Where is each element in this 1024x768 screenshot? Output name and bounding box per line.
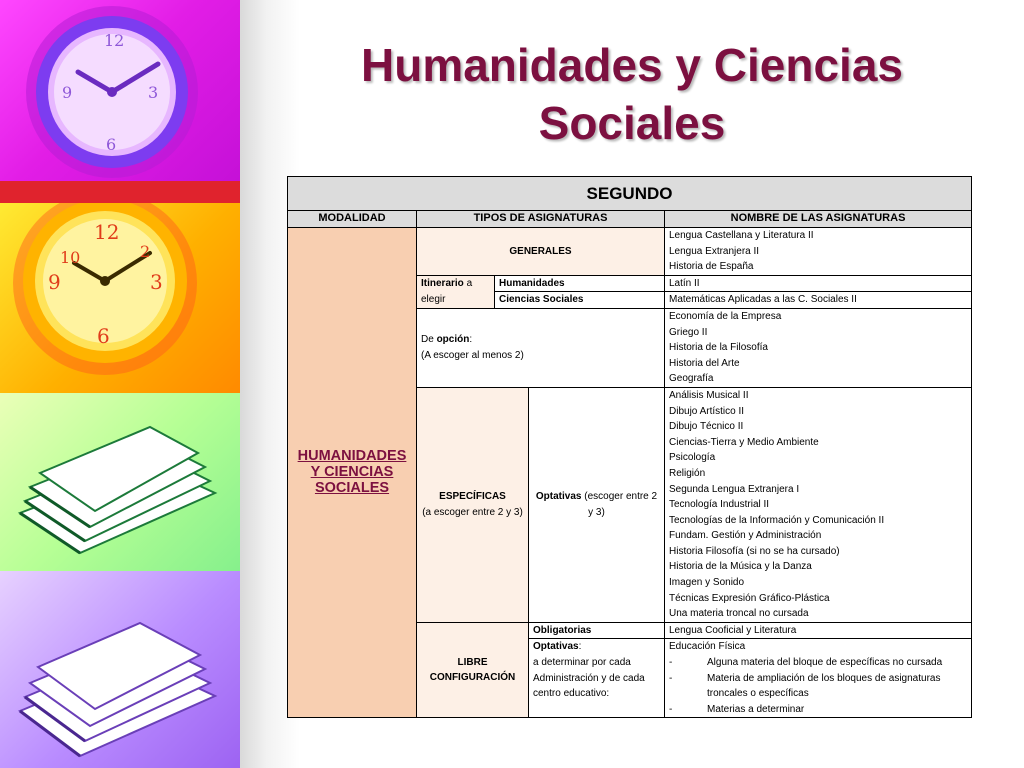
opcion-subjects bbox=[665, 308, 972, 387]
dash-marker: - bbox=[669, 703, 673, 715]
subject-item: Religión bbox=[669, 467, 706, 479]
svg-text:12: 12 bbox=[104, 31, 125, 50]
modalidad-line: SOCIALES bbox=[314, 479, 390, 496]
especificas-title: ESPECÍFICAS bbox=[439, 491, 506, 503]
subject-item: Tecnología Industrial II bbox=[669, 499, 770, 511]
opcion-label bbox=[417, 308, 665, 387]
optativas-line: centro educativo: bbox=[533, 688, 610, 700]
modalidad-line: Y CIENCIAS bbox=[310, 463, 394, 480]
svg-text:12: 12 bbox=[94, 220, 120, 244]
libre-line1: LIBRE bbox=[457, 656, 488, 668]
subject-item: Historia de España bbox=[669, 261, 754, 273]
slide-title bbox=[300, 36, 964, 152]
svg-text:3: 3 bbox=[150, 270, 163, 294]
subject-item: Educación Física bbox=[669, 641, 746, 653]
subject-item: Alguna materia del bloque de específicas no cursada bbox=[707, 657, 943, 669]
subject-item: Lengua Extranjera II bbox=[669, 245, 760, 257]
column-header-tipos: TIPOS DE ASIGNATURAS bbox=[417, 211, 665, 228]
svg-text:9: 9 bbox=[62, 83, 73, 102]
itinerario-label bbox=[417, 275, 495, 308]
itinerario-line2: elegir bbox=[421, 293, 446, 305]
subject-item: Análisis Musical II bbox=[669, 389, 749, 401]
green-books-image bbox=[0, 393, 240, 571]
optativas-colon: : bbox=[578, 641, 582, 653]
subject-item: Economía de la Empresa bbox=[669, 310, 782, 322]
itinerario-branch: Ciencias Sociales bbox=[495, 292, 665, 309]
svg-text:10: 10 bbox=[60, 248, 81, 267]
decorative-photo-strip bbox=[0, 0, 240, 768]
subject-item: Materias a determinar bbox=[707, 703, 805, 715]
subject-item: Geografía bbox=[669, 373, 714, 385]
subject-item: Psicología bbox=[669, 452, 716, 464]
generales-label: GENERALES bbox=[417, 228, 665, 276]
opcion-bold: opción bbox=[436, 334, 470, 346]
column-header-nombre: NOMBRE DE LAS ASIGNATURAS bbox=[665, 211, 972, 228]
svg-text:3: 3 bbox=[148, 83, 159, 102]
opcion-prefix: De bbox=[421, 334, 437, 346]
libre-line2: CONFIGURACIÓN bbox=[429, 672, 516, 684]
itinerario-subject: Matemáticas Aplicadas a las C. Sociales II bbox=[665, 292, 972, 309]
obligatorias-label: Obligatorias bbox=[529, 622, 665, 639]
subject-item: Una materia troncal no cursada bbox=[669, 608, 809, 620]
itinerario-rest: a bbox=[463, 278, 473, 290]
especificas-optativas-bold: Optativas bbox=[535, 491, 582, 503]
dash-marker: - bbox=[669, 657, 673, 669]
subject-item: Historia Filosofía (si no se ha cursado) bbox=[669, 545, 840, 557]
opcion-line2: (A escoger al menos 2) bbox=[421, 349, 524, 361]
red-band bbox=[0, 181, 240, 203]
subject-item: Historia del Arte bbox=[669, 357, 740, 369]
optativas-line: Administración y de cada bbox=[533, 672, 645, 684]
itinerario-bold: Itinerario bbox=[421, 278, 464, 290]
modalidad-line: HUMANIDADES bbox=[297, 448, 407, 465]
especificas-optativas bbox=[529, 387, 665, 622]
optativas-bold: Optativas bbox=[533, 641, 579, 653]
subject-item: Ciencias-Tierra y Medio Ambiente bbox=[669, 436, 819, 448]
subject-item: Griego II bbox=[669, 326, 708, 338]
especificas-subjects bbox=[665, 387, 972, 622]
subject-item: Segunda Lengua Extranjera I bbox=[669, 483, 800, 495]
dash-marker: - bbox=[669, 672, 673, 684]
modalidad-cell bbox=[288, 228, 417, 718]
libre-label bbox=[417, 622, 529, 718]
especificas-sub: (a escoger entre 2 y 3) bbox=[422, 506, 523, 518]
purple-clock-image bbox=[0, 0, 240, 203]
column-header-modalidad: MODALIDAD bbox=[288, 211, 417, 228]
subject-item: Lengua Castellana y Literatura II bbox=[669, 230, 814, 241]
subject-item: Imagen y Sonido bbox=[669, 577, 745, 589]
subject-item: Historia de la Filosofía bbox=[669, 342, 768, 354]
svg-text:6: 6 bbox=[106, 135, 117, 154]
svg-text:9: 9 bbox=[48, 270, 61, 294]
subject-item-continuation: troncales o específicas bbox=[707, 688, 809, 700]
subject-item: Historia de la Música y la Danza bbox=[669, 561, 812, 573]
optativas-line: a determinar por cada bbox=[533, 657, 631, 669]
libre-subjects bbox=[665, 639, 972, 718]
subject-item: Dibujo Técnico II bbox=[669, 421, 744, 433]
itinerario-branch: Humanidades bbox=[495, 275, 665, 292]
subject-item: Dibujo Artístico II bbox=[669, 405, 745, 417]
opcion-suffix: : bbox=[469, 334, 473, 346]
obligatorias-subject: Lengua Cooficial y Literatura bbox=[665, 622, 972, 639]
purple-books-image bbox=[0, 571, 240, 768]
svg-text:6: 6 bbox=[97, 324, 110, 348]
svg-text:2: 2 bbox=[140, 242, 151, 261]
itinerario-subject: Latín II bbox=[665, 275, 972, 292]
subject-item: Materia de ampliación de los bloques de asignaturas bbox=[707, 672, 941, 684]
table-heading: SEGUNDO bbox=[288, 177, 972, 211]
subject-item: Técnicas Expresión Gráfico-Plástica bbox=[669, 592, 830, 604]
subject-item: Fundam. Gestión y Administración bbox=[669, 530, 822, 542]
generales-subjects bbox=[665, 228, 972, 276]
subject-item: Tecnologías de la Información y Comunicación II bbox=[669, 514, 885, 526]
especificas-label bbox=[417, 387, 529, 622]
subjects-table bbox=[287, 176, 972, 718]
orange-clock-image bbox=[0, 203, 240, 393]
especificas-optativas-rest: (escoger entre 2 y 3) bbox=[581, 491, 658, 518]
slide-title-line1: Humanidades y Ciencias bbox=[361, 39, 903, 91]
slide-title-line2: Sociales bbox=[538, 97, 726, 149]
optativas-cell bbox=[529, 639, 665, 718]
